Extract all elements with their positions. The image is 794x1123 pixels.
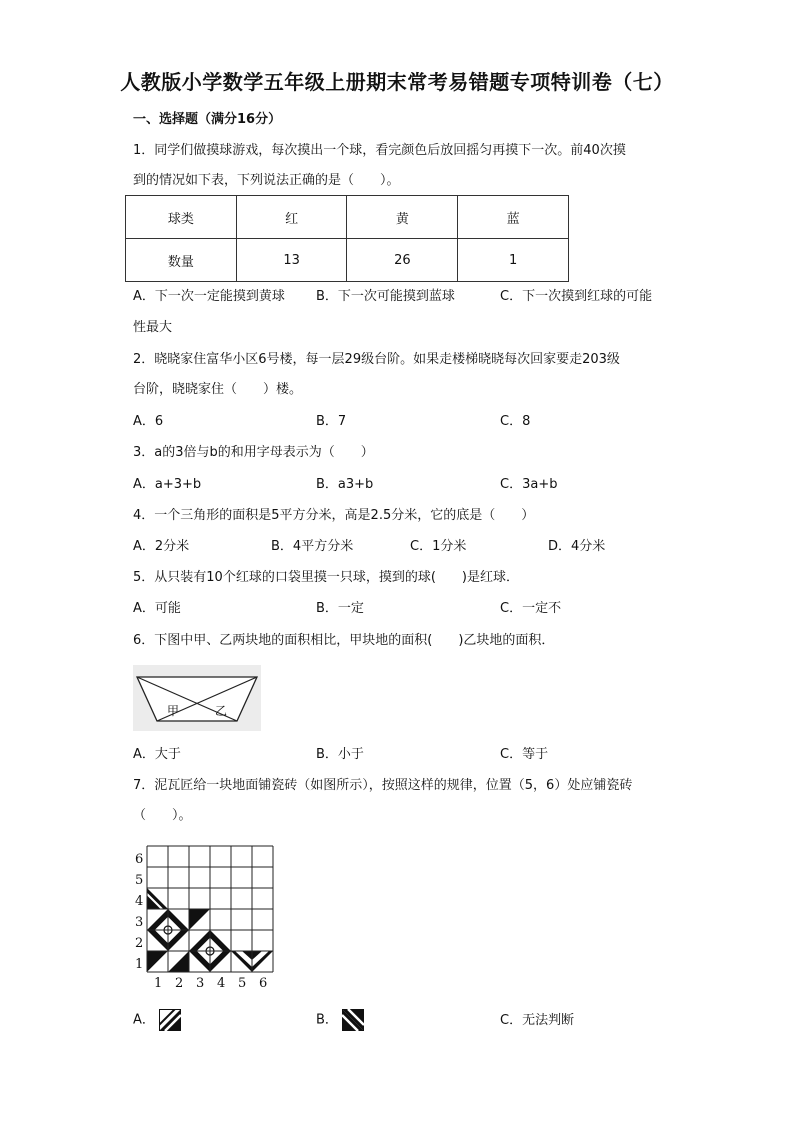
x-label: 4 — [217, 976, 226, 991]
q4-option-d[interactable]: D．4分米 — [548, 539, 606, 554]
q3-option-c[interactable]: C．3a+b — [500, 477, 558, 492]
trapezoid-figure — [133, 665, 261, 731]
table-cell: 球类 — [126, 196, 237, 239]
q2-option-a[interactable]: A．6 — [133, 414, 164, 429]
q3-stem: 3．a的3倍与b的和用字母表示为（ ） — [133, 445, 374, 460]
x-label: 6 — [259, 976, 268, 991]
table-row — [126, 239, 569, 282]
x-label: 1 — [154, 976, 163, 991]
q5-option-c[interactable]: C．一定不 — [500, 601, 562, 616]
region-label-jia: 甲 — [167, 704, 180, 718]
q6-option-a[interactable]: A．大于 — [133, 747, 181, 762]
q2-option-c[interactable]: C．8 — [500, 414, 531, 429]
y-label: 3 — [135, 915, 144, 930]
q5-stem: 5．从只装有10个红球的口袋里摸一只球，摸到的球( )是红球． — [133, 570, 519, 585]
diagonal-tile-a-icon — [159, 1009, 181, 1031]
q1-option-c-continued: 性最大 — [133, 320, 173, 335]
table-cell: 黄 — [347, 196, 458, 239]
q5-option-b[interactable]: B．一定 — [316, 601, 364, 616]
x-axis-labels — [154, 976, 267, 991]
table-cell: 蓝 — [458, 196, 569, 239]
y-label: 2 — [135, 936, 144, 951]
q6-stem: 6．下图中甲、乙两块地的面积相比，甲块地的面积( )乙块地的面积． — [133, 633, 555, 648]
y-axis-labels — [135, 852, 143, 972]
y-label: 4 — [135, 894, 144, 909]
q4-option-c[interactable]: C．1分米 — [410, 539, 467, 554]
table-cell: 1 — [458, 239, 569, 282]
q6-option-b[interactable]: B．小于 — [316, 747, 364, 762]
q7-option-c[interactable]: C．无法判断 — [500, 1013, 575, 1028]
q7-option-a-label: A． — [133, 1012, 155, 1028]
q2-option-b[interactable]: B．7 — [316, 414, 347, 429]
section-heading: 一、选择题（满分16分） — [133, 112, 282, 127]
y-label: 5 — [135, 873, 144, 888]
trapezoid-outline — [137, 677, 257, 721]
q6-option-c[interactable]: C．等于 — [500, 747, 549, 762]
q1-option-a[interactable]: A．下一次一定能摸到黄球 — [133, 289, 285, 304]
q7-option-a[interactable] — [133, 1009, 181, 1031]
q1-option-c[interactable]: C．下一次摸到红球的可能 — [500, 289, 653, 304]
q5-option-a[interactable]: A．可能 — [133, 601, 181, 616]
table-cell: 红 — [236, 196, 347, 239]
q7-stem-line1: 7．泥瓦匠给一块地面铺瓷砖（如图所示），按照这样的规律，位置（5，6）处应铺瓷砖 — [133, 778, 633, 793]
q7-stem-line2: （ ）。 — [133, 808, 192, 823]
diagonal-tile-b-icon — [342, 1009, 364, 1031]
q4-option-b[interactable]: B．4平方分米 — [271, 539, 354, 554]
tile — [189, 909, 210, 930]
x-label: 5 — [238, 976, 247, 991]
q1-option-b[interactable]: B．下一次可能摸到蓝球 — [316, 289, 455, 304]
tile-grid-figure — [133, 842, 283, 992]
table-cell: 26 — [347, 239, 458, 282]
tile — [168, 951, 189, 972]
table-cell: 数量 — [126, 239, 237, 282]
q1-ball-table — [125, 195, 569, 282]
q3-option-a[interactable]: A．a+3+b — [133, 477, 202, 492]
region-label-yi: 乙 — [215, 704, 228, 718]
y-label: 6 — [135, 852, 144, 867]
q2-stem-line2: 台阶，晓晓家住（ ）楼。 — [133, 382, 303, 397]
table-header-row — [126, 196, 569, 239]
x-label: 2 — [175, 976, 184, 991]
x-label: 3 — [196, 976, 205, 991]
q2-stem-line1: 2．晓晓家住富华小区6号楼，每一层29级台阶。如果走楼梯晓晓每次回家要走203级 — [133, 352, 620, 367]
q7-option-b-label: B． — [316, 1012, 338, 1028]
table-cell: 13 — [236, 239, 347, 282]
y-label: 1 — [135, 957, 144, 972]
q4-option-a[interactable]: A．2分米 — [133, 539, 190, 554]
q7-option-b[interactable] — [316, 1009, 364, 1031]
page-title: 人教版小学数学五年级上册期末常考易错题专项特训卷（七） — [120, 70, 674, 94]
q4-stem: 4．一个三角形的面积是5平方分米，高是2.5分米，它的底是（ ） — [133, 508, 535, 523]
q3-option-b[interactable]: B．a3+b — [316, 477, 374, 492]
q1-stem-line2: 到的情况如下表，下列说法正确的是（ ）。 — [133, 173, 400, 188]
q1-stem-line1: 1．同学们做摸球游戏，每次摸出一个球，看完颜色后放回摇匀再摸下一次。前40次摸 — [133, 143, 626, 158]
